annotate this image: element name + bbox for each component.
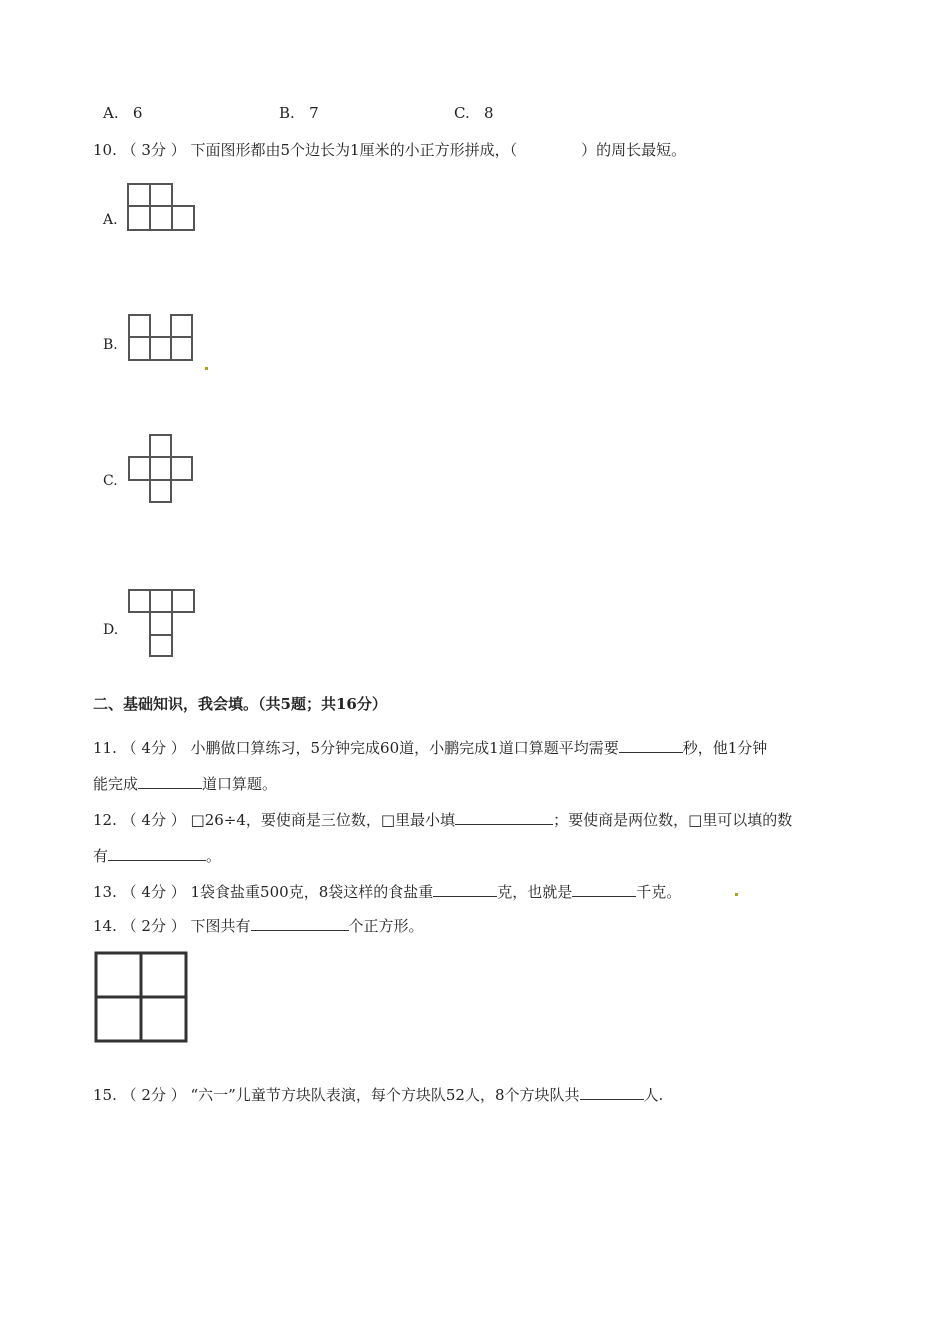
question-text: ；要使商是两位数，□里可以填的数 [553, 811, 793, 829]
question-text: 能完成 [93, 775, 139, 793]
question-12-line-2 [93, 845, 221, 866]
option-label: C. [454, 104, 470, 122]
question-number: 15. [93, 1086, 117, 1104]
squares-grid-figure [93, 950, 189, 1044]
figure-a [127, 183, 197, 233]
question-score: （ 4分 ） [121, 883, 186, 901]
stray-dot [205, 367, 208, 370]
option-b-label: B. [103, 337, 118, 353]
q9-option-a [103, 104, 142, 122]
question-11-line-1 [93, 737, 767, 758]
question-text: 人. [643, 1086, 664, 1104]
answer-blank[interactable] [580, 1084, 644, 1100]
question-11-line-2 [93, 773, 277, 794]
question-15 [93, 1084, 663, 1105]
question-text: 个正方形。 [348, 917, 424, 935]
question-text: 克，也就是 [497, 883, 573, 901]
option-c-label: C. [103, 473, 118, 489]
figure-d [127, 588, 197, 660]
option-label: B. [279, 104, 295, 122]
question-number: 11. [93, 739, 117, 757]
answer-blank[interactable] [455, 809, 553, 825]
question-number: 13. [93, 883, 117, 901]
option-label: A. [103, 104, 119, 122]
q9-option-c [454, 104, 494, 122]
question-text: 下图共有 [190, 917, 251, 935]
option-a-label: A. [103, 212, 118, 228]
answer-blank[interactable] [572, 881, 636, 897]
question-10 [93, 139, 686, 160]
question-score: （ 2分 ） [121, 917, 186, 935]
question-text: 小鹏做口算练习，5分钟完成60道，小鹏完成1道口算题平均需要 [190, 739, 619, 757]
question-text: 秒，他1分钟 [682, 739, 768, 757]
question-score: （ 4分 ） [121, 811, 186, 829]
stray-dot [735, 893, 738, 896]
figure-c [127, 433, 197, 505]
question-text: □26÷4，要使商是三位数，□里最小填 [190, 811, 456, 829]
option-value: 7 [309, 104, 319, 122]
answer-blank[interactable] [251, 915, 349, 931]
answer-blank[interactable] [433, 881, 497, 897]
option-d-label: D. [103, 622, 119, 638]
question-text: 道口算题。 [202, 775, 278, 793]
question-13 [93, 881, 681, 902]
q9-option-b [279, 104, 319, 122]
option-value: 6 [132, 104, 143, 122]
question-14 [93, 915, 424, 936]
answer-blank[interactable] [619, 737, 683, 753]
question-text-end: ）的周长最短。 [581, 141, 687, 159]
question-text: 下面图形都由5个边长为1厘米的小正方形拼成，（ [190, 141, 518, 159]
question-score: （ 2分 ） [121, 1086, 186, 1104]
question-text: 千克。 [636, 883, 682, 901]
question-12-line-1 [93, 809, 792, 830]
question-text: “六一”儿童节方块队表演，每个方块队52人，8个方块队共 [190, 1086, 580, 1104]
question-score: （ 4分 ） [121, 739, 186, 757]
question-text: 1袋食盐重500克，8袋这样的食盐重 [190, 883, 434, 901]
question-number: 12. [93, 811, 117, 829]
option-value: 8 [484, 104, 494, 122]
section-2-title: 二、基础知识，我会填。（共5题；共16分） [93, 695, 387, 713]
answer-blank[interactable] [138, 773, 202, 789]
figure-b [127, 313, 197, 363]
question-number: 10. [93, 141, 117, 159]
question-score: （ 3分 ） [121, 141, 186, 159]
question-text: 有 [93, 847, 109, 865]
answer-blank[interactable] [108, 845, 206, 861]
question-text: 。 [206, 847, 222, 865]
question-number: 14. [93, 917, 117, 935]
